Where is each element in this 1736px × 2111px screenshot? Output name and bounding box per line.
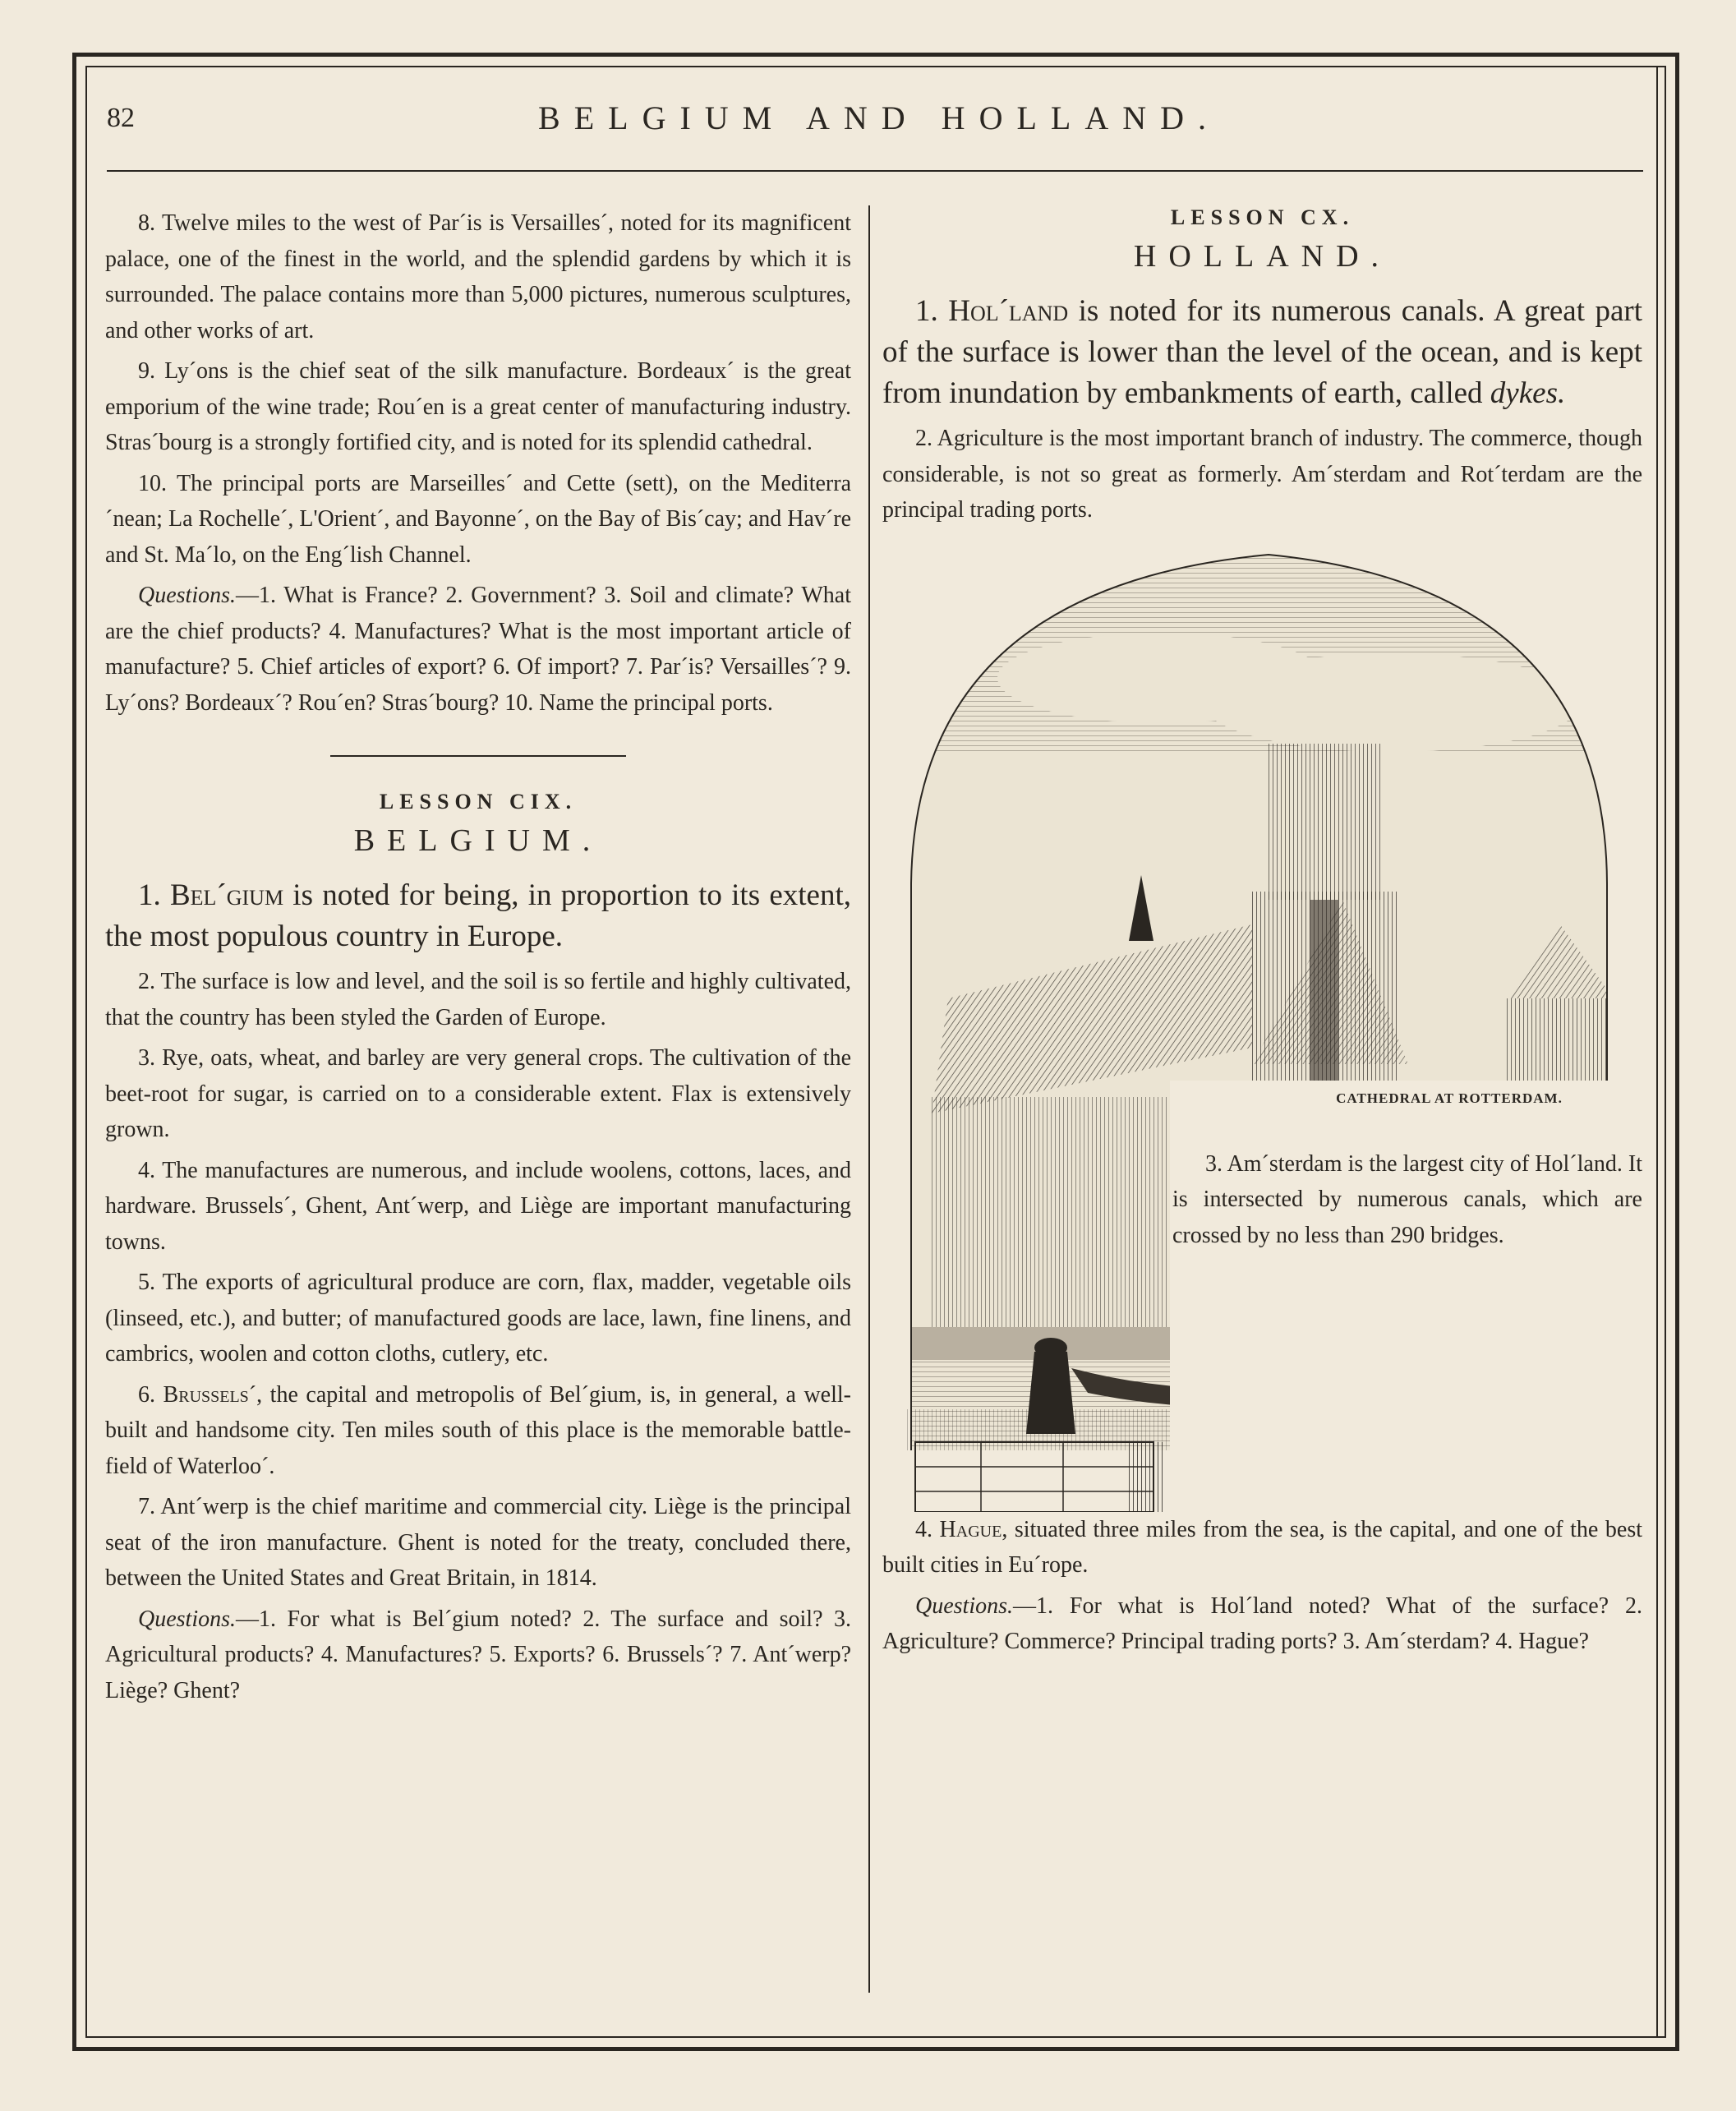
questions-label: Questions. <box>138 1606 236 1632</box>
questions-label: Questions. <box>915 1592 1013 1619</box>
lead-name: Bel´gium <box>169 878 284 912</box>
lead-number: 1. <box>138 878 161 912</box>
belgium-paragraph-2: 2. The surface is low and level, and the soil is so fertile and highly cultivated, that the country has been styled the Garden of Europe. <box>105 969 851 1030</box>
page-number: 82 <box>107 103 135 133</box>
questions-label: Questions. <box>138 583 236 608</box>
questions-text: —1. What is France? 2. Government? 3. Soil and climate? What are the chief products? 4. Manufactures? What is the most important article of manufacture? 5. Chief articles of export? 6. Of import? 7. Par´is? Versailles´? 9. Ly´ons? Bordeaux´? Rou´en? Stras´bourg? 10. Name the principal ports. <box>105 583 851 716</box>
para4-text: , situated three miles from the sea, is the capital, and one of the best built cities in Eu´rope. <box>882 1516 1643 1578</box>
column-divider <box>868 205 870 1993</box>
belgium-paragraph-6 <box>105 1377 851 1485</box>
page-border-right-rule <box>1656 66 1658 2038</box>
running-head: BELGIUM AND HOLLAND. <box>538 99 1220 136</box>
para6-number: 6. <box>138 1381 155 1408</box>
left-column <box>105 205 851 1713</box>
holland-lead-paragraph <box>882 291 1642 414</box>
dykes-term: dykes. <box>1490 376 1566 410</box>
lesson-title: BELGIUM. <box>353 823 603 858</box>
holland-paragraph-3: 3. Am´sterdam is the largest city of Hol´land. It is intersected by numerous canals, which are crossed by no less than 290 bridges. <box>1172 1150 1642 1248</box>
france-paragraph-9: 9. Ly´ons is the chief seat of the silk manufacture. Bordeaux´ is the great emporium of the wine trade; Rou´en is a great center of manufacturing industry. Stras´bourg is a strongly fortified city, and is noted for its splendid cathedral. <box>105 358 851 455</box>
belgium-paragraph-5: 5. The exports of agricultural produce are corn, flax, madder, vegetable oils (linseed, etc.), and butter; of manufactured goods are lace, lawn, fine linens, and cambrics, woolen and cotton cloths, cutlery, etc. <box>105 1270 851 1367</box>
cathedral-engraving <box>882 538 1642 1512</box>
lead-text: is noted for being, in proportion to its extent, the most populous country in Europe. <box>105 878 851 953</box>
figure-caption: CATHEDRAL AT ROTTERDAM. <box>1336 1090 1563 1106</box>
lesson-separator <box>330 755 626 757</box>
hague-name: Hague <box>939 1516 1002 1542</box>
cathedral-illustration <box>882 538 1642 1512</box>
lesson-title: HOLLAND. <box>1133 239 1392 274</box>
questions-text: —1. For what is Bel´gium noted? 2. The surface and soil? 3. Agricultural products? 4. Manufactures? 5. Exports? 6. Brussels´? 7. Ant´werp? Liège? Ghent? <box>105 1606 851 1703</box>
lead-text: is noted for its numerous canals. A great part of the surface is lower than the level of the ocean, and is kept from inundation by embankments of earth, called <box>882 294 1642 410</box>
holland-paragraph-4 <box>882 1512 1642 1583</box>
holland-questions <box>882 1588 1642 1660</box>
france-questions <box>105 578 851 721</box>
belgium-lead-paragraph <box>105 875 851 957</box>
right-column <box>882 205 1642 1665</box>
france-paragraph-10: 10. The principal ports are Marseilles´ and Cette (sett), on the Mediterra´nean; La Rochelle´, L'Orient´, and Bayonne´, on the Bay of Bis´cay; and Hav´re and St. Ma´lo, on the Eng´lish Channel. <box>105 470 851 568</box>
brussels-name: Brussels´ <box>163 1381 257 1408</box>
lead-number: 1. <box>915 294 938 328</box>
holland-paragraph-2: 2. Agriculture is the most important branch of industry. The commerce, though considerable, is not so great as formerly. Am´sterdam and Rot´terdam are the principal trading ports. <box>882 426 1642 523</box>
france-paragraph-8: 8. Twelve miles to the west of Par´is is Versailles´, noted for its magnificent palace, one of the finest in the world, and the splendid gardens by which it is surrounded. The palace contains more than 5,000 pictures, numerous sculptures, and other works of art. <box>105 210 851 343</box>
questions-text: —1. For what is Hol´land noted? What of the surface? 2. Agriculture? Commerce? Principal trading ports? 3. Am´sterdam? 4. Hague? <box>882 1592 1642 1654</box>
lead-name: Hol´land <box>948 294 1069 328</box>
lesson-label: LESSON CIX. <box>379 790 578 814</box>
belgium-paragraph-4: 4. The manufactures are numerous, and include woolens, cottons, laces, and hardware. Brussels´, Ghent, Ant´werp, and Liège are important manufacturing towns. <box>105 1157 851 1255</box>
figure-inset-text <box>1172 1146 1642 1256</box>
header-rule <box>107 170 1643 172</box>
belgium-paragraph-3: 3. Rye, oats, wheat, and barley are very general crops. The cultivation of the beet-root for sugar, is carried on to a considerable extent. Flax is extensively grown. <box>105 1045 851 1142</box>
belgium-questions <box>105 1602 851 1709</box>
belgium-paragraph-7: 7. Ant´werp is the chief maritime and commercial city. Liège is the principal seat of the iron manufacture. Ghent is noted for the treaty, concluded there, between the United States and Great Britain, in 1814. <box>105 1494 851 1591</box>
lesson-label: LESSON CX. <box>1170 205 1355 229</box>
para4-number: 4. <box>915 1516 932 1542</box>
para6-text: , the capital and metropolis of Bel´gium, is, in general, a well-built and handsome city. Ten miles south of this place is the memorable battle-field of Waterloo´. <box>105 1381 851 1479</box>
